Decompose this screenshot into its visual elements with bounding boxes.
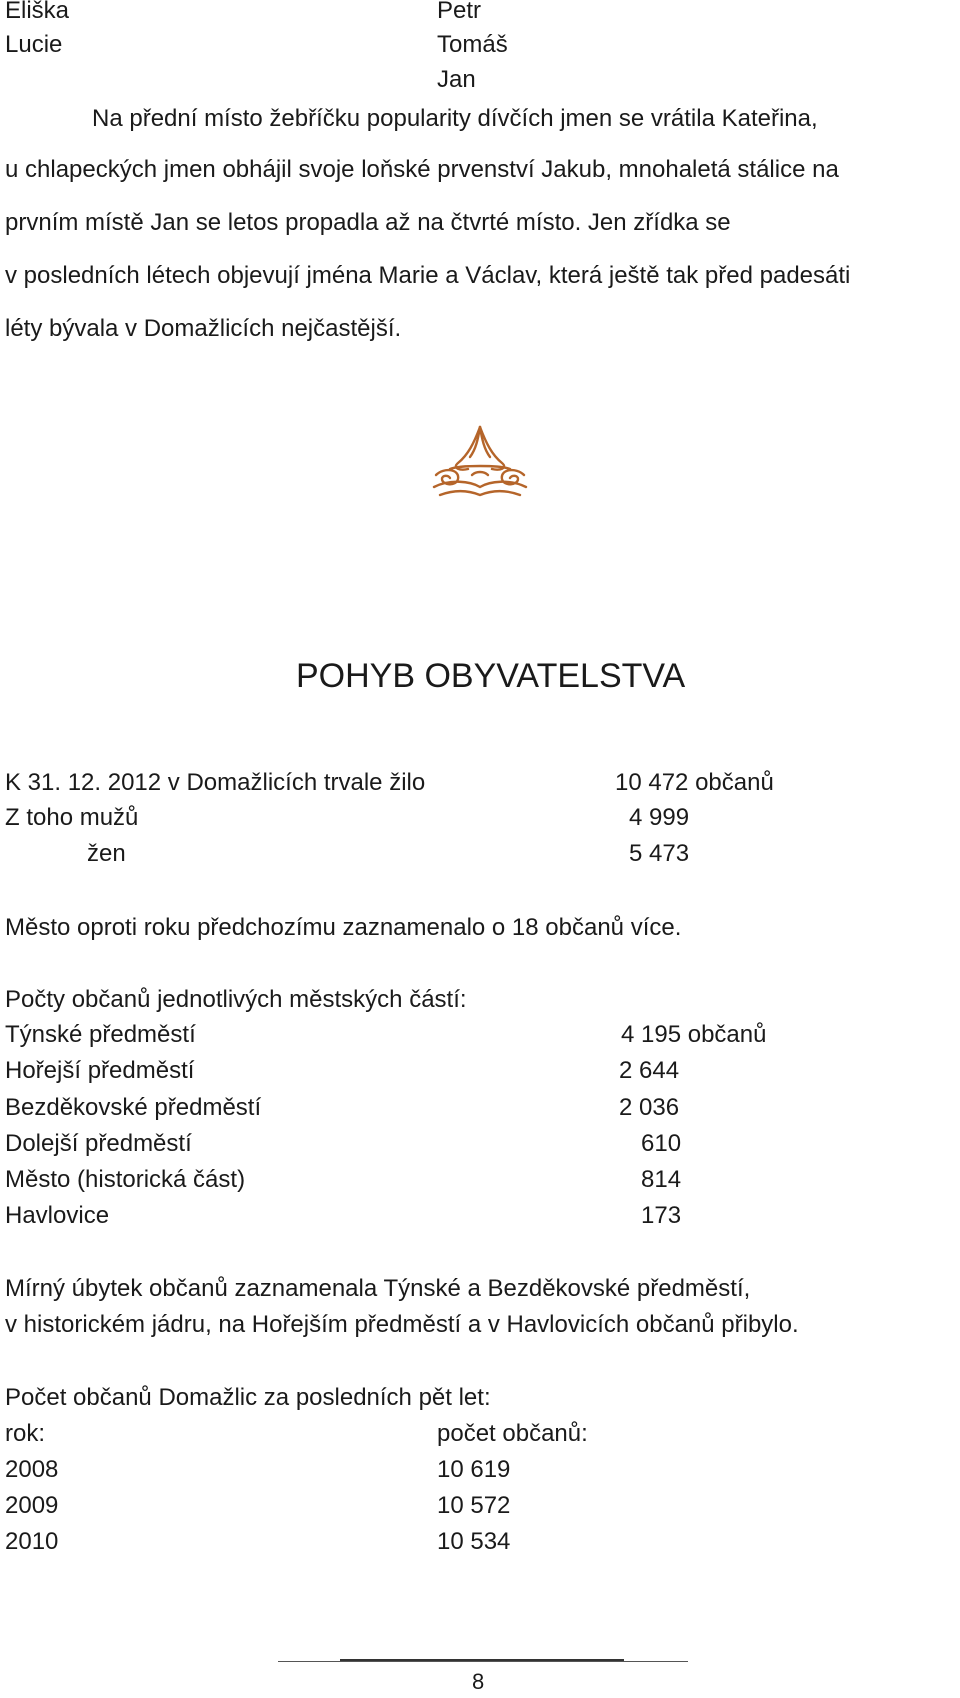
district-value: 2 036 xyxy=(619,1094,680,1121)
history-year: 2009 xyxy=(5,1492,59,1519)
page-number: 8 xyxy=(472,1669,485,1694)
districts-heading: Počty občanů jednotlivých městských částí: xyxy=(5,986,467,1013)
girl-name-1: Eliška xyxy=(5,0,70,24)
district-value: 2 644 xyxy=(619,1057,680,1084)
boy-name-1: Petr xyxy=(437,0,482,24)
districts-note-line-2: v historickém jádru, na Hořejším předměstí a v Havlovicích občanů přibylo. xyxy=(5,1311,799,1338)
district-name: Hořejší předměstí xyxy=(5,1057,195,1084)
district-name: Dolejší předměstí xyxy=(5,1130,192,1157)
district-value: 814 xyxy=(641,1166,682,1193)
district-name: Bezděkovské předměstí xyxy=(5,1094,262,1121)
boy-name-3: Jan xyxy=(437,66,476,93)
population-women-value: 5 473 xyxy=(629,840,690,867)
history-count: 10 572 xyxy=(437,1492,511,1519)
history-count: 10 619 xyxy=(437,1456,511,1483)
district-name: Město (historická část) xyxy=(5,1166,246,1193)
flourish-ornament-icon xyxy=(430,425,530,503)
population-women-label: žen xyxy=(87,840,126,867)
intro-line-3: prvním místě Jan se letos propadla až na čtvrté místo. Jen zřídka se xyxy=(5,209,731,236)
change-note: Město oproti roku předchozímu zaznamenalo o 18 občanů více. xyxy=(5,914,682,941)
history-year: 2008 xyxy=(5,1456,59,1483)
history-year: 2010 xyxy=(5,1528,59,1555)
footer-rule xyxy=(278,1661,688,1662)
population-total-value: 10 472 občanů xyxy=(615,769,774,796)
history-heading: Počet občanů Domažlic za posledních pět let: xyxy=(5,1384,491,1411)
history-col-year: rok: xyxy=(5,1420,46,1447)
girl-name-2: Lucie xyxy=(5,31,63,58)
district-value: 610 xyxy=(641,1130,682,1157)
district-value: 4 195 občanů xyxy=(621,1021,767,1048)
intro-line-4: v posledních létech objevují jména Marie a Václav, která ještě tak před padesáti xyxy=(5,262,851,289)
history-count: 10 534 xyxy=(437,1528,511,1555)
districts-note-line-1: Mírný úbytek občanů zaznamenala Týnské a Bezděkovské předměstí, xyxy=(5,1275,751,1302)
district-name: Havlovice xyxy=(5,1202,110,1229)
intro-line-1: Na přední místo žebříčku popularity dívčích jmen se vrátila Kateřina, xyxy=(92,105,818,132)
population-men-value: 4 999 xyxy=(629,804,690,831)
district-value: 173 xyxy=(641,1202,682,1229)
intro-line-5: léty bývala v Domažlicích nejčastější. xyxy=(5,315,402,342)
population-total-label: K 31. 12. 2012 v Domažlicích trvale žilo xyxy=(5,769,426,796)
population-men-label: Z toho mužů xyxy=(5,804,139,831)
section-title: POHYB OBYVATELSTVA xyxy=(296,657,686,695)
boy-name-2: Tomáš xyxy=(437,31,508,58)
intro-line-2: u chlapeckých jmen obhájil svoje loňské prvenství Jakub, mnohaletá stálice na xyxy=(5,156,839,183)
history-col-count: počet občanů: xyxy=(437,1420,588,1447)
district-name: Týnské předměstí xyxy=(5,1021,196,1048)
